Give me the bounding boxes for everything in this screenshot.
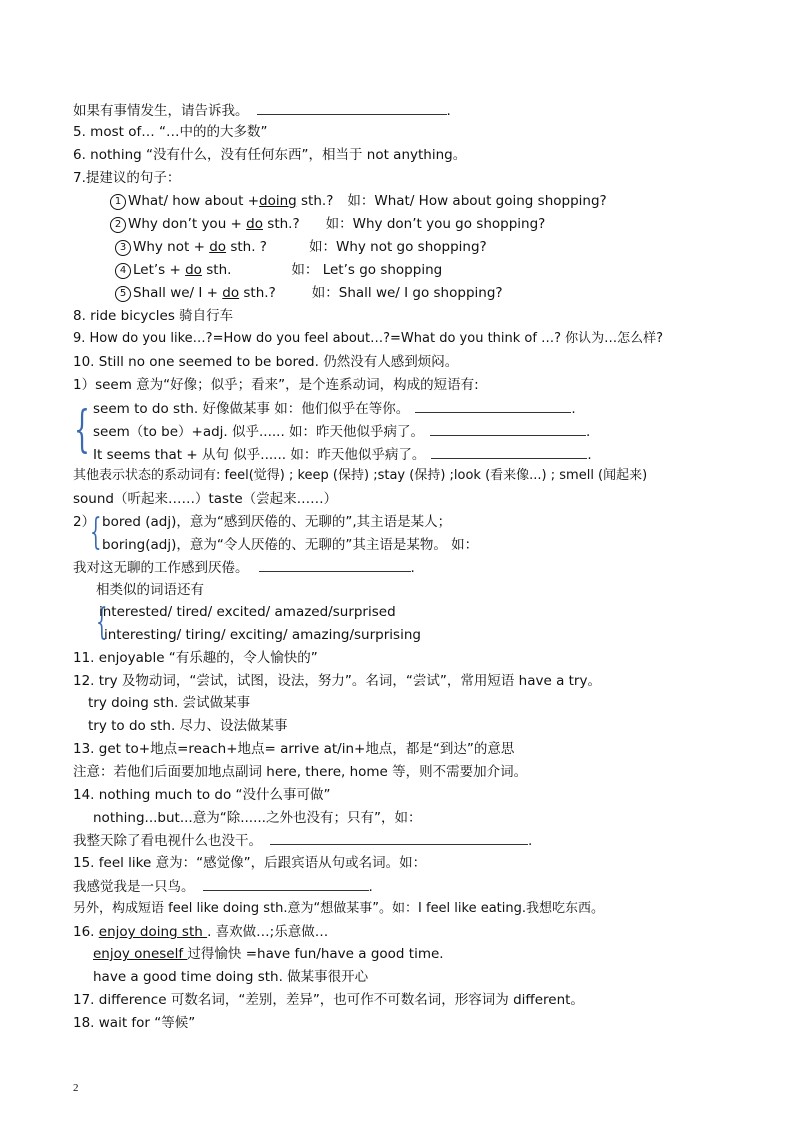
dot: . [528, 833, 533, 849]
text: seem to do sth. 好像做某事 如：他们似乎在等你。 [93, 401, 410, 417]
pattern-end: sth.? [239, 285, 276, 301]
dot: . [410, 560, 415, 576]
dot: . [368, 879, 373, 895]
pattern-end: sth.? [296, 193, 334, 209]
left-brace-icon: { [96, 602, 108, 643]
underlined-verb: doing [259, 193, 297, 209]
bored-num: 2） [73, 514, 96, 530]
underlined-verb: do [222, 285, 240, 301]
item-6: 6. nothing “没有什么，没有任何东西”，相当于 not anything。 [73, 147, 467, 163]
feel-like-doing: 另外，构成短语 feel like doing sth.意为“想做某事”。如：I feel like eating.我想吃东西。 [73, 901, 605, 916]
pattern-end: sth.? [263, 216, 300, 232]
answer-blank[interactable] [203, 876, 369, 891]
enjoy-oneself [93, 944, 444, 964]
item-12: 12. try 及物动词，“尝试，试图，设法，努力”。名词，“尝试”，常用短语 have a try。 [73, 673, 601, 689]
pattern: Why not + [133, 239, 210, 255]
example: 如：Why don’t you go shopping? [325, 216, 546, 232]
item-7-heading: 7.提建议的句子： [73, 170, 181, 186]
pattern-end: sth. ? [226, 239, 267, 255]
answer-blank[interactable] [431, 444, 587, 459]
seem-phrase-1 [93, 398, 576, 419]
circled-number: 3 [115, 240, 131, 256]
similar-words-heading: 相类似的词语还有 [96, 582, 204, 598]
pattern-end: sth. [201, 262, 232, 278]
seem-phrase-3 [93, 444, 592, 465]
text: . 喜欢做…;乐意做… [207, 924, 329, 940]
underlined-verb: do [246, 216, 263, 232]
item-11: 11. enjoyable “有乐趣的，令人愉快的” [73, 650, 318, 666]
text: 过得愉快 =have fun/have a good time. [187, 946, 444, 962]
line-tell-me [73, 100, 451, 121]
underlined-phrase: enjoy doing sth [98, 924, 208, 940]
try-to-do: try to do sth. 尽力、设法做某事 [88, 718, 288, 734]
underlined-verb: do [209, 239, 227, 255]
item-8: 8. ride bicycles 骑自行车 [73, 308, 234, 324]
pattern: Why don’t you + [128, 216, 247, 232]
ing-adjectives: interesting/ tiring/ exciting/ amazing/surprising [104, 627, 421, 643]
circled-number: 5 [115, 286, 131, 302]
item-16 [73, 922, 328, 942]
item-13: 13. get to+地点=reach+地点= arrive at/in+地点，都是“到达”的意思 [73, 741, 515, 757]
example: 如：Shall we/ I go shopping? [311, 285, 503, 301]
page-number: 2 [73, 1082, 79, 1094]
text: It seems that + 从句 似乎...... 如：昨天他似乎病了。 [93, 447, 426, 463]
answer-blank[interactable] [430, 421, 586, 436]
left-brace-icon: { [90, 512, 102, 553]
dot: . [587, 447, 592, 463]
circled-number: 1 [110, 194, 126, 210]
text: 我整天除了看电视什么也没干。 [73, 833, 262, 849]
text: 我对这无聊的工作感到厌倦。 [73, 560, 249, 576]
answer-blank[interactable] [257, 100, 447, 115]
example: 如：Why not go shopping? [308, 239, 487, 255]
try-doing: try doing sth. 尝试做某事 [88, 695, 251, 711]
text: seem（to be）+adj. 似乎...... 如：昨天他似乎病了。 [93, 424, 425, 440]
feel-like-example [73, 876, 373, 897]
answer-blank[interactable] [270, 830, 528, 845]
ed-adjectives: interested/ tired/ excited/ amazed/surprised [99, 604, 396, 620]
nothing-but: nothing...but...意为“除......之外也没有；只有”，如： [93, 810, 422, 826]
dot: . [571, 401, 576, 417]
text: 如果有事情发生，请告诉我。 [73, 103, 249, 119]
item-18: 18. wait for “等候” [73, 1015, 196, 1031]
pattern: What/ how about + [128, 193, 260, 209]
good-time: have a good time doing sth. 做某事很开心 [93, 969, 369, 985]
example: 如：What/ How about going shopping? [347, 193, 607, 209]
note: 注意：若他们后面要加地点副词 here, there, home 等，则不需要加介词。 [73, 764, 528, 780]
pattern: Let’s + [133, 262, 186, 278]
item-14: 14. nothing much to do “没什么事可做” [73, 787, 331, 803]
dot: . [446, 103, 451, 119]
circled-number: 2 [110, 217, 126, 233]
item-15: 15. feel like 意为：“感觉像”，后跟宾语从句或名词。如： [73, 855, 427, 871]
bored-example [73, 557, 415, 578]
underlined-phrase: enjoy oneself [93, 946, 188, 962]
number: 16. [73, 924, 99, 940]
text: 我感觉我是一只鸟。 [73, 879, 195, 895]
item-5: 5. most of… “…中的的大多数” [73, 124, 268, 140]
underlined-verb: do [185, 262, 202, 278]
boring-definition: boring(adj)，意为“令人厌倦的、无聊的”其主语是某物。 如： [102, 537, 479, 553]
item-9: 9. How do you like…?=How do you feel about…?=What do you think of …? 你认为…怎么样? [73, 331, 664, 346]
nothing-but-example [73, 830, 532, 851]
answer-blank[interactable] [415, 398, 571, 413]
suggestion-2 [110, 214, 545, 234]
pattern: Shall we/ I + [133, 285, 223, 301]
item-10: 10. Still no one seemed to be bored. 仍然没有人感到烦闷。 [73, 354, 459, 370]
linking-verbs-cont: sound（听起来……）taste（尝起来……） [73, 491, 338, 507]
answer-blank[interactable] [259, 557, 411, 572]
suggestion-4 [115, 260, 442, 280]
dot: . [586, 424, 591, 440]
linking-verbs: 其他表示状态的系动词有: feel(觉得) ; keep (保持) ;stay (保持) ;look (看来像...) ; smell (闻起来) [73, 468, 648, 483]
left-brace-icon: { [74, 400, 90, 458]
item-17: 17. difference 可数名词，“差别，差异”，也可作不可数名词，形容词为 different。 [73, 992, 584, 1008]
seem-phrase-2 [93, 421, 590, 442]
seem-heading: 1）seem 意为“好像；似乎；看来”，是个连系动词，构成的短语有: [73, 377, 479, 393]
bored-definition: bored (adj)，意为“感到厌倦的、无聊的”,其主语是某人； [102, 514, 452, 530]
circled-number: 4 [115, 263, 131, 279]
suggestion-3 [115, 237, 487, 257]
suggestion-5 [115, 283, 503, 303]
example: 如： Let’s go shopping [291, 262, 443, 278]
suggestion-1 [110, 191, 607, 211]
